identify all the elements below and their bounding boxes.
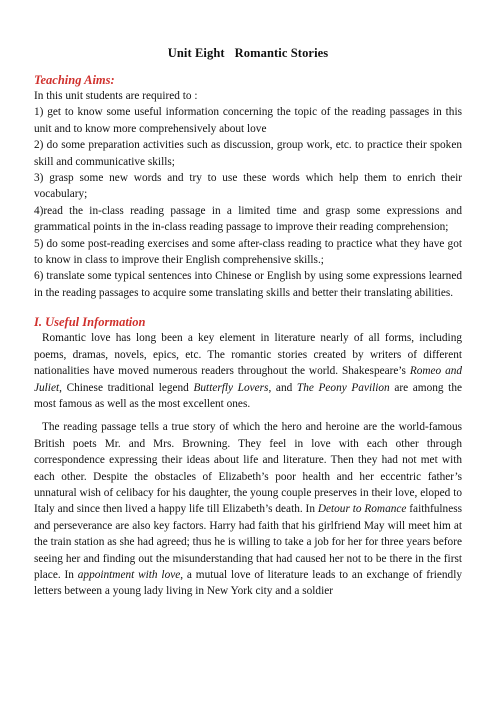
title-butterfly-lovers: Butterfly Lovers [193, 381, 269, 394]
aim-item-5: 5) do some post-reading exercises and some after-class reading to practice what they have got to know in class to improve their English comprehensive skills.; [34, 237, 462, 267]
unit-label: Unit Eight [167, 46, 225, 60]
useful-information-heading: I. Useful Information [34, 315, 146, 330]
info-paragraph-2: The reading passage tells a true story of which the hero and heroine are the world-famous British poets Mr. and Mrs. Browning. They feel in love with each other through correspondence expressing their ideas about life and literature. Then they had not met with each other. Despite the obstacles of Elizabeth’s poor health and her eccentric father’s unnatural wish of celibacy for his daughter, the young couple preserves in their love, eloped to Italy and since then lived a happy life till Elizabeth’s death. In Detour to Romance faithfulness and perseverance are also key factors. Harry had faith that his girlfriend May will meet him at the train station as she had agreed; thus he is willing to take a job for her for three years before seeing her and finding out the misunderstanding that had caused her not to be there in the first place. In appointment with love, a mutual love of literature leads to an exchange of friendly letters between a young lady living in New York city and a soldier [34, 421, 462, 598]
title-appointment-with-love: appointment with love [77, 568, 181, 581]
title-romeo-and-juliet: Romeo and Juliet [34, 365, 463, 394]
aim-item-3: 3) grasp some new words and try to use these words which help them to enrich their vocabulary; [34, 172, 462, 201]
title-peony-pavilion: The Peony Pavilion [296, 381, 390, 394]
aim-item-6: 6) translate some typical sentences into Chinese or English by using some expressions learned in the reading passages to acquire some translating skills and better their translating abilities. [34, 270, 462, 299]
aim-item-2: 2) do some preparation activities such as discussion, group work, etc. to practice their spoken skill and communicative skills; [34, 139, 462, 168]
page-title [34, 46, 462, 61]
aims-intro: In this unit students are required to : [34, 90, 198, 102]
teaching-aims-heading: Teaching Aims: [34, 73, 115, 87]
unit-topic: Romantic Stories [234, 46, 329, 60]
title-detour-to-romance: Detour to Romance [317, 503, 407, 516]
aim-item-1: 1) get to know some useful information concerning the topic of the reading passages in this unit and to know more comprehensively about love [34, 106, 462, 135]
info-paragraph-1: Romantic love has long been a key element in literature nearly of all forms, including poems, dramas, novels, epics, etc. The romantic stories created by writers of different nationalities have moved numerous readers throughout the world. Shakespeare’s Romeo and Juliet, Chinese traditional legend Butterfly Lovers, and The Peony Pavilion are among the most famous as well as the most excellent ones. [34, 332, 463, 410]
aim-item-4: 4)read the in-class reading passage in a limited time and grasp some expressions and grammatical points in the in-class reading passage to improve their reading comprehension; [34, 204, 462, 234]
